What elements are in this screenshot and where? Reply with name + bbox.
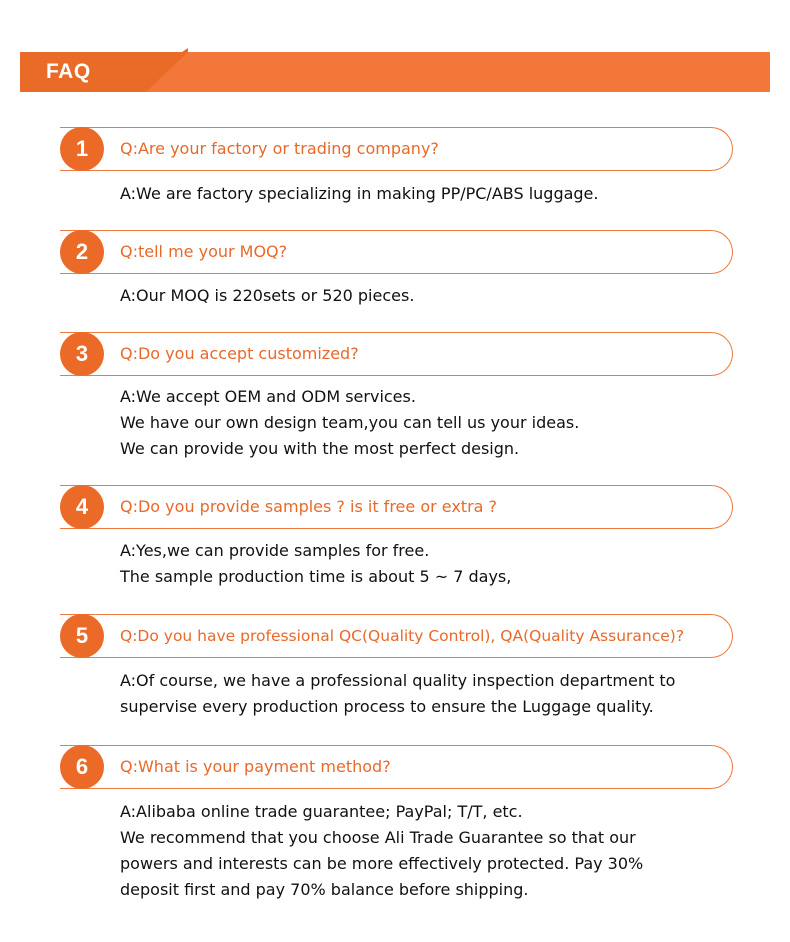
answer-line: We recommend that you choose Ali Trade Guarantee so that our	[120, 828, 636, 847]
answer-text	[120, 181, 598, 207]
answer-text	[120, 799, 643, 903]
answer-text	[120, 283, 414, 309]
answer-line: A:Yes,we can provide samples for free.	[120, 541, 430, 560]
number-badge: 3	[60, 332, 104, 376]
answer-line: A:Alibaba online trade guarantee; PayPal; T/T, etc.	[120, 802, 523, 821]
answer-line: A:Our MOQ is 220sets or 520 pieces.	[120, 286, 415, 305]
number-badge: 4	[60, 485, 104, 529]
number-badge: 1	[60, 127, 104, 171]
faq-banner	[20, 52, 770, 92]
number-badge: 5	[60, 614, 104, 658]
answer-line: deposit first and pay 70% balance before shipping.	[120, 880, 529, 899]
answer-text	[120, 384, 579, 462]
number-badge: 6	[60, 745, 104, 789]
answer-text	[120, 668, 675, 720]
question-text: Q:Do you accept customized?	[120, 344, 359, 363]
question-text: Q:tell me your MOQ?	[120, 242, 288, 261]
page-title: FAQ	[46, 60, 91, 83]
answer-line: powers and interests can be more effectively protected. Pay 30%	[120, 854, 644, 873]
answer-line: We have our own design team,you can tell us your ideas.	[120, 413, 580, 432]
answer-line: The sample production time is about 5 ~ 7 days,	[120, 567, 512, 586]
answer-line: A:We accept OEM and ODM services.	[120, 387, 416, 406]
answer-line: We can provide you with the most perfect design.	[120, 439, 520, 458]
answer-line: A:We are factory specializing in making PP/PC/ABS luggage.	[120, 184, 599, 203]
question-text: Q:Are your factory or trading company?	[120, 139, 439, 158]
question-text: Q:Do you provide samples ? is it free or extra ?	[120, 497, 498, 516]
answer-line: supervise every production process to ensure the Luggage quality.	[120, 697, 654, 716]
question-text: Q:Do you have professional QC(Quality Control), QA(Quality Assurance)?	[120, 627, 685, 645]
number-badge: 2	[60, 230, 104, 274]
answer-line: A:Of course, we have a professional quality inspection department to	[120, 671, 676, 690]
question-text: Q:What is your payment method?	[120, 757, 391, 776]
answer-text	[120, 538, 511, 590]
